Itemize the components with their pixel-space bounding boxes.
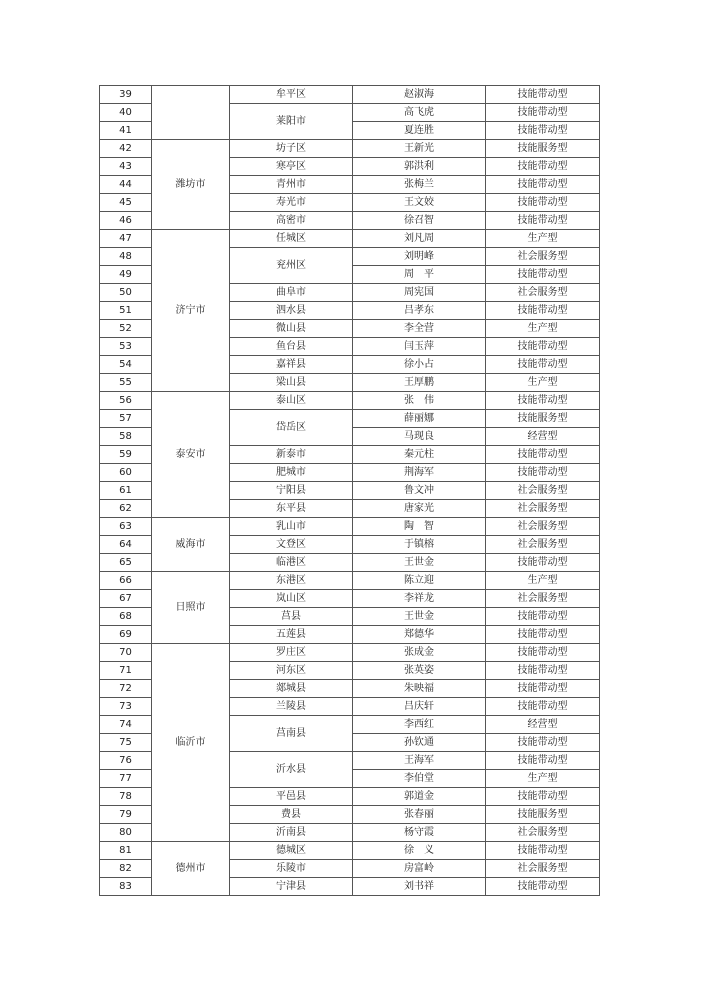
type-cell: 技能带动型 (486, 842, 600, 860)
type-cell: 社会服务型 (486, 536, 600, 554)
row-number-cell: 53 (100, 338, 152, 356)
county-cell: 莒南县 (230, 716, 353, 752)
row-number-cell: 71 (100, 662, 152, 680)
row-number-cell: 59 (100, 446, 152, 464)
city-cell: 济宁市 (152, 230, 230, 392)
type-cell: 社会服务型 (486, 500, 600, 518)
county-cell: 新泰市 (230, 446, 353, 464)
row-number-cell: 51 (100, 302, 152, 320)
row-number-cell: 78 (100, 788, 152, 806)
name-cell: 刘凡周 (353, 230, 486, 248)
name-cell: 王世金 (353, 608, 486, 626)
name-cell: 李伯堂 (353, 770, 486, 788)
name-cell: 李西红 (353, 716, 486, 734)
type-cell: 技能带动型 (486, 662, 600, 680)
county-cell: 沂南县 (230, 824, 353, 842)
type-cell: 技能带动型 (486, 698, 600, 716)
county-cell: 牟平区 (230, 86, 353, 104)
name-cell: 张春丽 (353, 806, 486, 824)
row-number-cell: 46 (100, 212, 152, 230)
county-cell: 曲阜市 (230, 284, 353, 302)
type-cell: 生产型 (486, 320, 600, 338)
type-cell: 技能带动型 (486, 446, 600, 464)
name-cell: 荆海军 (353, 464, 486, 482)
type-cell: 社会服务型 (486, 860, 600, 878)
name-cell: 王新光 (353, 140, 486, 158)
county-cell: 德城区 (230, 842, 353, 860)
name-cell: 张 伟 (353, 392, 486, 410)
type-cell: 生产型 (486, 770, 600, 788)
row-number-cell: 45 (100, 194, 152, 212)
row-number-cell: 61 (100, 482, 152, 500)
county-cell: 罗庄区 (230, 644, 353, 662)
row-number-cell: 82 (100, 860, 152, 878)
county-cell: 岚山区 (230, 590, 353, 608)
name-cell: 徐召智 (353, 212, 486, 230)
county-cell: 寿光市 (230, 194, 353, 212)
county-cell: 寒亭区 (230, 158, 353, 176)
type-cell: 技能服务型 (486, 140, 600, 158)
table-row (100, 518, 600, 536)
city-cell: 潍坊市 (152, 140, 230, 230)
row-number-cell: 81 (100, 842, 152, 860)
table-row (100, 572, 600, 590)
type-cell: 技能带动型 (486, 788, 600, 806)
county-cell: 莱阳市 (230, 104, 353, 140)
row-number-cell: 77 (100, 770, 152, 788)
row-number-cell: 68 (100, 608, 152, 626)
name-cell: 赵淑海 (353, 86, 486, 104)
table-row (100, 392, 600, 410)
county-cell: 宁阳县 (230, 482, 353, 500)
county-cell: 梁山县 (230, 374, 353, 392)
row-number-cell: 60 (100, 464, 152, 482)
type-cell: 技能带动型 (486, 302, 600, 320)
name-cell: 朱映福 (353, 680, 486, 698)
name-cell: 王厚鹏 (353, 374, 486, 392)
row-number-cell: 41 (100, 122, 152, 140)
county-cell: 东港区 (230, 572, 353, 590)
county-cell: 肥城市 (230, 464, 353, 482)
row-number-cell: 52 (100, 320, 152, 338)
county-cell: 嘉祥县 (230, 356, 353, 374)
type-cell: 技能带动型 (486, 644, 600, 662)
county-cell: 平邑县 (230, 788, 353, 806)
city-cell: 威海市 (152, 518, 230, 572)
name-cell: 于镇榕 (353, 536, 486, 554)
name-cell: 鲁文冲 (353, 482, 486, 500)
type-cell: 社会服务型 (486, 824, 600, 842)
type-cell: 技能带动型 (486, 266, 600, 284)
county-cell: 乳山市 (230, 518, 353, 536)
name-cell: 王海军 (353, 752, 486, 770)
county-cell: 五莲县 (230, 626, 353, 644)
row-number-cell: 70 (100, 644, 152, 662)
table-row (100, 230, 600, 248)
name-cell: 王文姣 (353, 194, 486, 212)
name-cell: 马现良 (353, 428, 486, 446)
type-cell: 生产型 (486, 230, 600, 248)
type-cell: 生产型 (486, 374, 600, 392)
row-number-cell: 74 (100, 716, 152, 734)
type-cell: 技能带动型 (486, 122, 600, 140)
county-cell: 宁津县 (230, 878, 353, 896)
name-cell: 刘书祥 (353, 878, 486, 896)
row-number-cell: 66 (100, 572, 152, 590)
county-cell: 河东区 (230, 662, 353, 680)
type-cell: 技能带动型 (486, 212, 600, 230)
name-cell: 夏连胜 (353, 122, 486, 140)
type-cell: 技能带动型 (486, 392, 600, 410)
row-number-cell: 80 (100, 824, 152, 842)
type-cell: 技能带动型 (486, 752, 600, 770)
name-cell: 周宪国 (353, 284, 486, 302)
row-number-cell: 39 (100, 86, 152, 104)
county-cell: 费县 (230, 806, 353, 824)
name-cell: 张英姿 (353, 662, 486, 680)
name-cell: 郑德华 (353, 626, 486, 644)
table-row (100, 140, 600, 158)
type-cell: 技能带动型 (486, 680, 600, 698)
name-cell: 李祥龙 (353, 590, 486, 608)
county-cell: 兖州区 (230, 248, 353, 284)
name-cell: 徐小占 (353, 356, 486, 374)
roster-body (100, 86, 600, 896)
name-cell: 吕庆轩 (353, 698, 486, 716)
type-cell: 社会服务型 (486, 248, 600, 266)
city-cell: 德州市 (152, 842, 230, 896)
name-cell: 秦元柱 (353, 446, 486, 464)
row-number-cell: 83 (100, 878, 152, 896)
name-cell: 孙钦通 (353, 734, 486, 752)
name-cell: 郭洪利 (353, 158, 486, 176)
type-cell: 技能服务型 (486, 410, 600, 428)
table-row (100, 842, 600, 860)
row-number-cell: 65 (100, 554, 152, 572)
type-cell: 技能服务型 (486, 806, 600, 824)
name-cell: 唐家光 (353, 500, 486, 518)
name-cell: 张成金 (353, 644, 486, 662)
row-number-cell: 64 (100, 536, 152, 554)
row-number-cell: 57 (100, 410, 152, 428)
city-cell: 日照市 (152, 572, 230, 644)
type-cell: 技能带动型 (486, 356, 600, 374)
table-row (100, 644, 600, 662)
type-cell: 技能带动型 (486, 734, 600, 752)
county-cell: 岱岳区 (230, 410, 353, 446)
row-number-cell: 47 (100, 230, 152, 248)
name-cell: 杨守霞 (353, 824, 486, 842)
row-number-cell: 55 (100, 374, 152, 392)
county-cell: 莒县 (230, 608, 353, 626)
row-number-cell: 44 (100, 176, 152, 194)
row-number-cell: 67 (100, 590, 152, 608)
name-cell: 薛丽娜 (353, 410, 486, 428)
city-cell (152, 86, 230, 140)
type-cell: 经营型 (486, 716, 600, 734)
type-cell: 技能带动型 (486, 464, 600, 482)
name-cell: 周 平 (353, 266, 486, 284)
county-cell: 沂水县 (230, 752, 353, 788)
row-number-cell: 63 (100, 518, 152, 536)
type-cell: 技能带动型 (486, 608, 600, 626)
name-cell: 房富岭 (353, 860, 486, 878)
row-number-cell: 56 (100, 392, 152, 410)
county-cell: 郯城县 (230, 680, 353, 698)
county-cell: 泰山区 (230, 392, 353, 410)
county-cell: 微山县 (230, 320, 353, 338)
row-number-cell: 50 (100, 284, 152, 302)
name-cell: 李全营 (353, 320, 486, 338)
row-number-cell: 62 (100, 500, 152, 518)
name-cell: 吕孝东 (353, 302, 486, 320)
name-cell: 徐 义 (353, 842, 486, 860)
city-cell: 临沂市 (152, 644, 230, 842)
county-cell: 任城区 (230, 230, 353, 248)
type-cell: 社会服务型 (486, 284, 600, 302)
row-number-cell: 48 (100, 248, 152, 266)
county-cell: 高密市 (230, 212, 353, 230)
county-cell: 坊子区 (230, 140, 353, 158)
row-number-cell: 54 (100, 356, 152, 374)
type-cell: 生产型 (486, 572, 600, 590)
row-number-cell: 49 (100, 266, 152, 284)
name-cell: 刘明峰 (353, 248, 486, 266)
type-cell: 社会服务型 (486, 590, 600, 608)
row-number-cell: 72 (100, 680, 152, 698)
type-cell: 技能带动型 (486, 626, 600, 644)
row-number-cell: 76 (100, 752, 152, 770)
row-number-cell: 40 (100, 104, 152, 122)
row-number-cell: 69 (100, 626, 152, 644)
type-cell: 社会服务型 (486, 518, 600, 536)
row-number-cell: 42 (100, 140, 152, 158)
type-cell: 社会服务型 (486, 482, 600, 500)
city-cell: 泰安市 (152, 392, 230, 518)
county-cell: 兰陵县 (230, 698, 353, 716)
name-cell: 郭道金 (353, 788, 486, 806)
county-cell: 东平县 (230, 500, 353, 518)
county-cell: 青州市 (230, 176, 353, 194)
county-cell: 泗水县 (230, 302, 353, 320)
roster-table (99, 85, 600, 896)
name-cell: 陶 智 (353, 518, 486, 536)
type-cell: 技能带动型 (486, 194, 600, 212)
type-cell: 技能带动型 (486, 878, 600, 896)
row-number-cell: 43 (100, 158, 152, 176)
name-cell: 高飞虎 (353, 104, 486, 122)
row-number-cell: 79 (100, 806, 152, 824)
name-cell: 陈立迎 (353, 572, 486, 590)
type-cell: 技能带动型 (486, 554, 600, 572)
county-cell: 文登区 (230, 536, 353, 554)
county-cell: 临港区 (230, 554, 353, 572)
row-number-cell: 75 (100, 734, 152, 752)
row-number-cell: 73 (100, 698, 152, 716)
type-cell: 技能带动型 (486, 158, 600, 176)
county-cell: 鱼台县 (230, 338, 353, 356)
type-cell: 技能带动型 (486, 86, 600, 104)
type-cell: 经营型 (486, 428, 600, 446)
type-cell: 技能带动型 (486, 176, 600, 194)
name-cell: 王世金 (353, 554, 486, 572)
name-cell: 闫玉萍 (353, 338, 486, 356)
row-number-cell: 58 (100, 428, 152, 446)
type-cell: 技能带动型 (486, 338, 600, 356)
name-cell: 张梅兰 (353, 176, 486, 194)
table-row (100, 86, 600, 104)
type-cell: 技能带动型 (486, 104, 600, 122)
county-cell: 乐陵市 (230, 860, 353, 878)
